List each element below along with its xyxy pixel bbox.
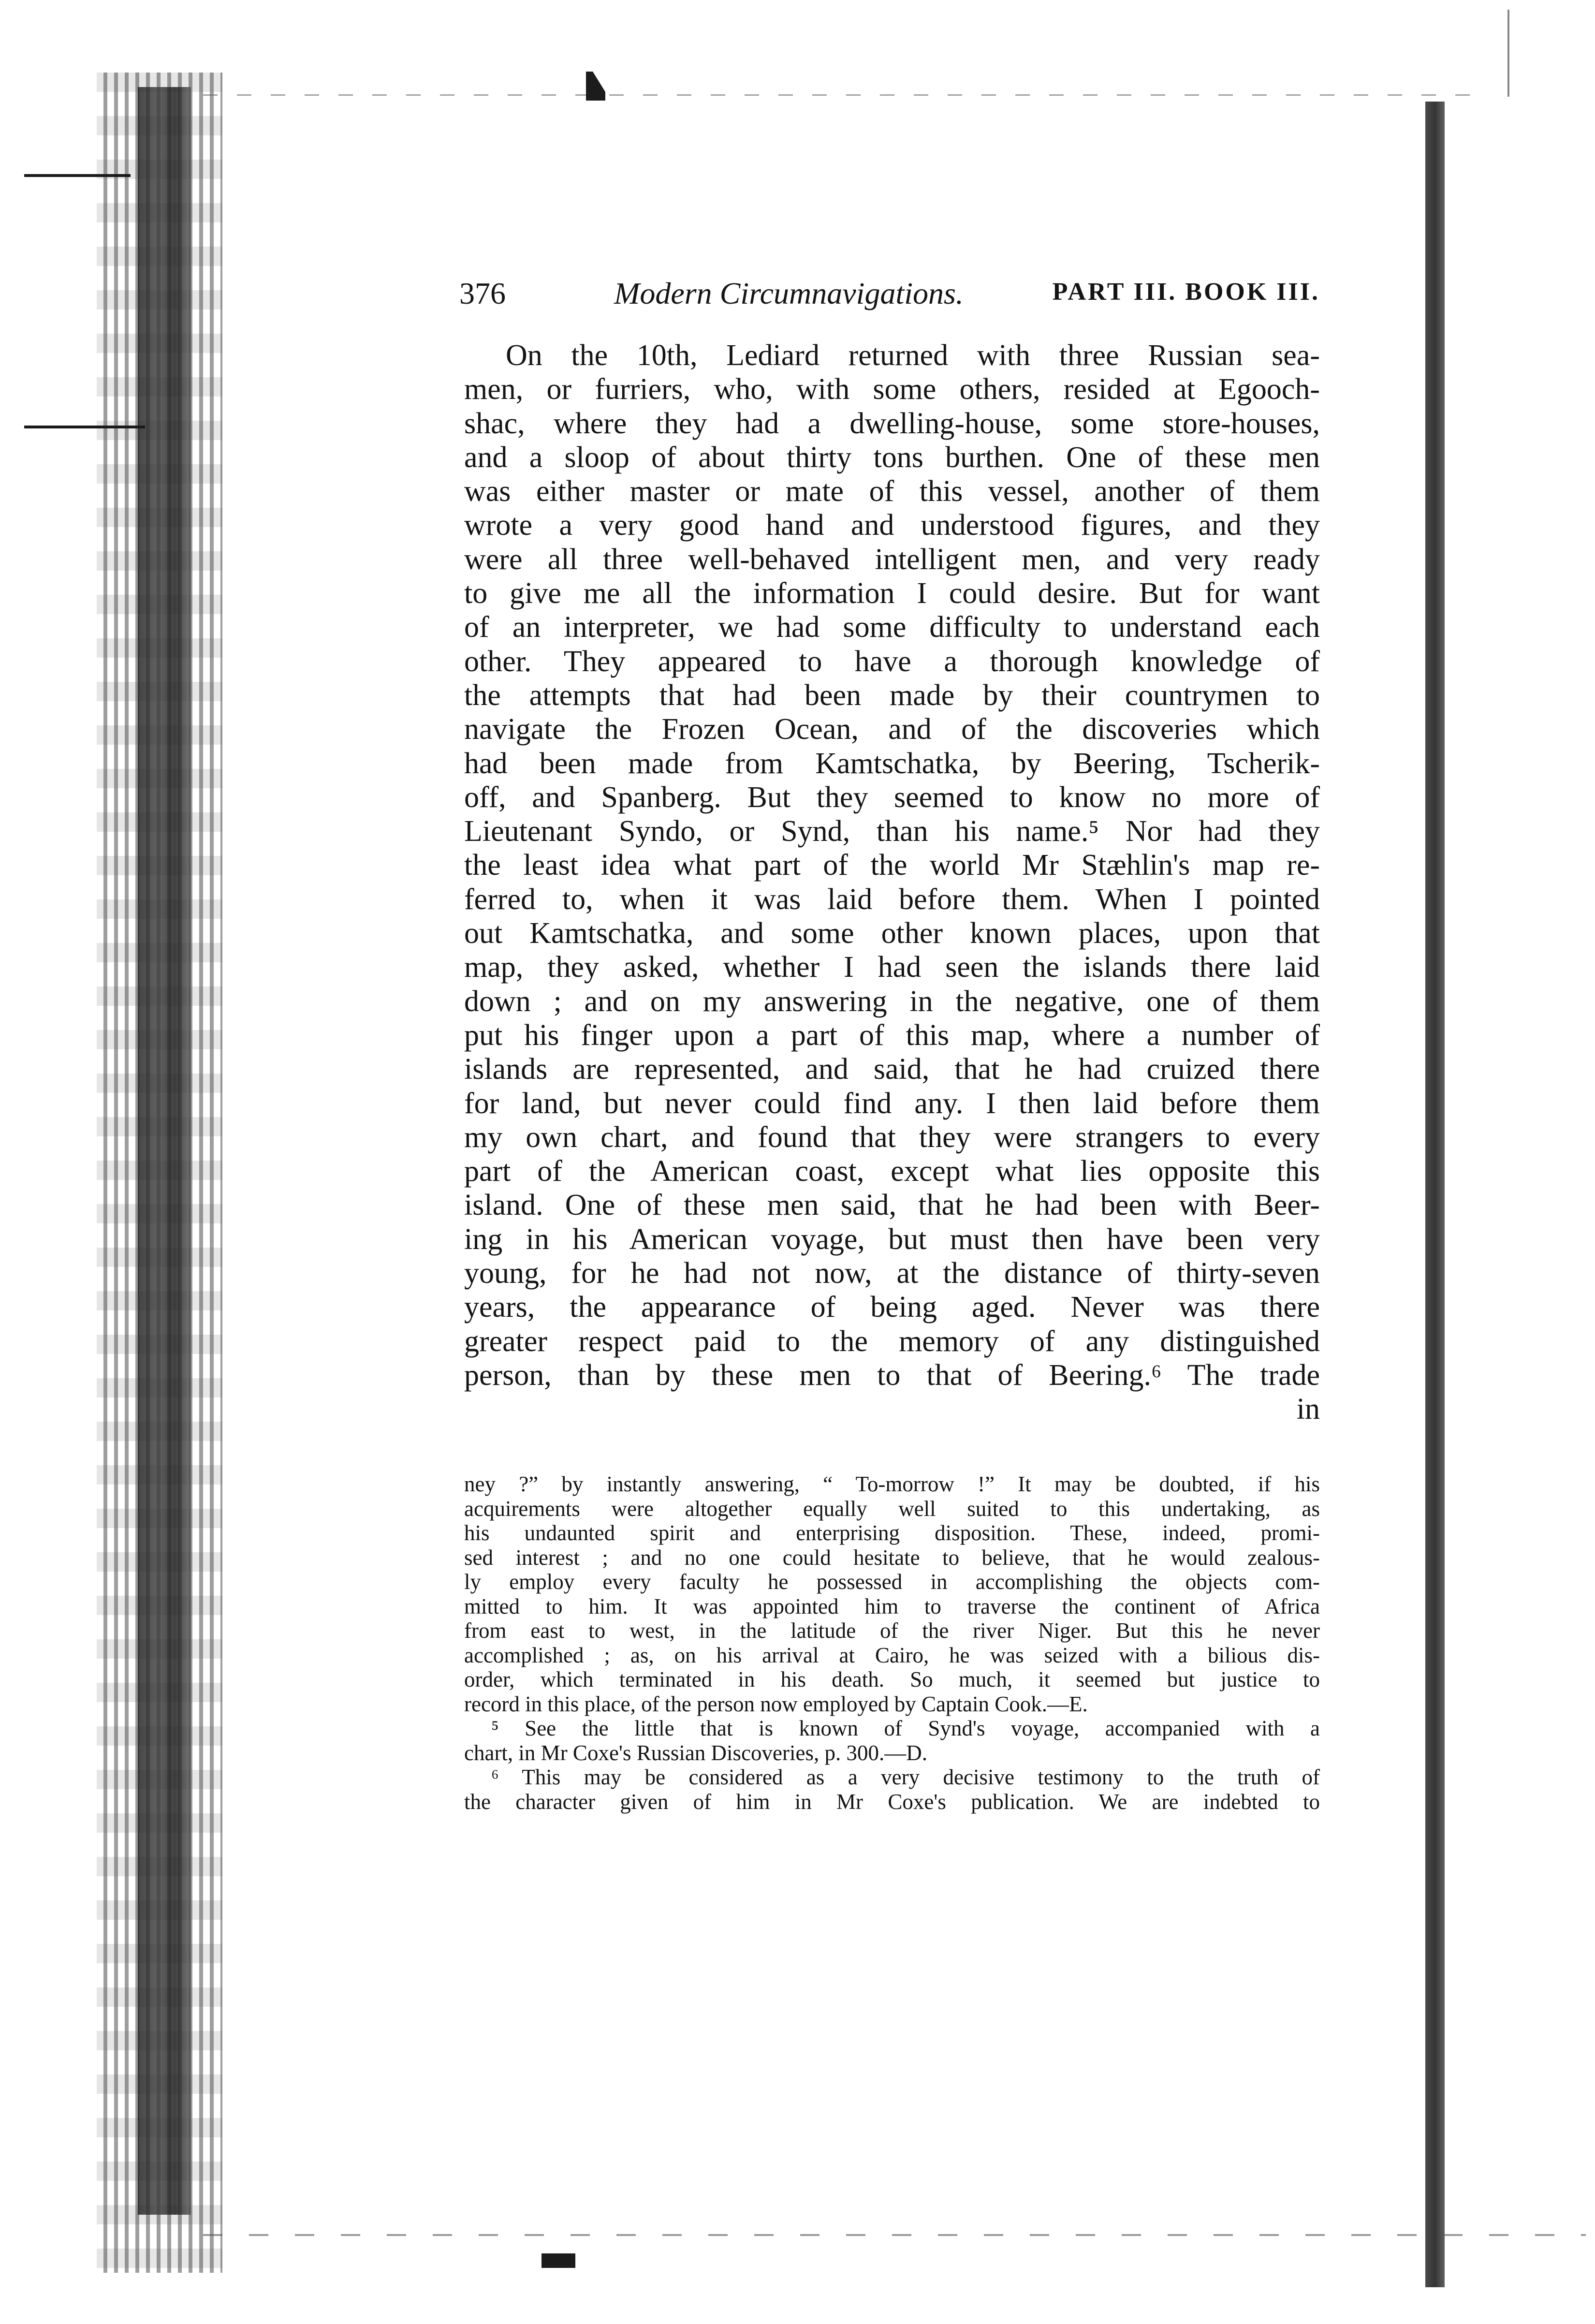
footnotes [464,1472,1320,1814]
footnote-line: ly employ every faculty he possessed in accomplishing the objects com- [464,1570,1320,1594]
text-line: out Kamtschatka, and some other known places, upon that [464,917,1320,950]
text-line: map, they asked, whether I had seen the islands there laid [464,951,1320,984]
text-line: wrote a very good hand and understood figures, and they [464,509,1320,542]
text-line: put his finger upon a part of this map, where a number of [464,1018,1320,1052]
footnote-line: the character given of him in Mr Coxe's publication. We are indebted to [464,1789,1320,1814]
text-line: and a sloop of about thirty tons burthen. One of these men [464,441,1320,474]
text-line: the least idea what part of the world Mr Stæhlin's map re- [464,849,1320,882]
text-line: my own chart, and found that they were strangers to every [464,1120,1320,1154]
text-line: person, than by these men to that of Beering.⁶ The trade [464,1358,1320,1392]
running-title: Modern Circumnavigations. [614,276,964,310]
text-line: part of the American coast, except what lies opposite this [464,1155,1320,1188]
scan-mark [24,174,131,177]
footnote-line: record in this place, of the person now employed by Captain Cook.—E. [464,1692,1088,1716]
footnote-line: sed interest ; and no one could hesitate to believe, that he would zealous- [464,1545,1320,1570]
text-line: off, and Spanberg. But they seemed to know no more of [464,780,1320,814]
text-line: greater respect paid to the memory of any distinguished [464,1324,1320,1358]
text-line: young, for he had not now, at the distance of thirty-seven [464,1257,1320,1290]
section-label: PART III. BOOK III. [1052,278,1320,306]
scan-bottom-mark [541,2253,575,2268]
footnote-line: mitted to him. It was appointed him to traverse the continent of Africa [464,1594,1320,1618]
scan-right-mark [1507,10,1509,97]
footnote-line: ney ?” by instantly answering, “ To-morrow !” It may be doubted, if his [464,1472,1320,1496]
page-number: 376 [459,276,506,310]
footnote-5: ⁵ See the little that is known of Synd's voyage, accompanied with a [491,1716,1320,1740]
text-line: down ; and on my answering in the negative, one of them [464,985,1320,1018]
footnote-line: chart, in Mr Coxe's Russian Discoveries, p. 300.—D. [464,1740,927,1765]
text-line: navigate the Frozen Ocean, and of the discoveries which [464,713,1320,746]
text-line: had been made from Kamtschatka, by Beering, Tscherik- [464,747,1320,780]
text-line: island. One of these men said, that he had been with Beer- [464,1189,1320,1222]
footnote-line: order, which terminated in his death. So much, it seemed but justice to [464,1667,1320,1692]
text-line: ing in his American voyage, but must then have been very [464,1222,1320,1256]
text-line: for land, but never could find any. I then laid before them [464,1087,1320,1120]
text-line: was either master or mate of this vessel, another of them [464,475,1320,508]
text-line: shac, where they had a dwelling-house, some store-houses, [464,407,1320,440]
footnote-line: from east to west, in the latitude of the river Niger. But this he never [464,1618,1320,1643]
catchword: in [1296,1393,1320,1426]
text-line: Lieutenant Syndo, or Synd, than his name.⁵ Nor had they [464,815,1320,848]
body-text [464,338,1320,1427]
text-line: were all three well-behaved intelligent men, and very ready [464,543,1320,576]
scan-binding-edge [138,87,191,2215]
text-line: to give me all the information I could desire. But for want [464,577,1320,610]
footnote-line: accomplished ; as, on his arrival at Cairo, he was seized with a bilious dis- [464,1643,1320,1667]
text-line: years, the appearance of being aged. Never was there [464,1291,1320,1324]
running-header [459,276,1320,319]
footnote-line: acquirements were altogether equally well suited to this undertaking, as [464,1496,1320,1521]
scan-top-mark [586,72,605,101]
text-line: ferred to, when it was laid before them. When I pointed [464,883,1320,916]
text-line: other. They appeared to have a thorough knowledge of [464,645,1320,678]
scan-right-edge [1425,102,1445,2287]
text-line: of an interpreter, we had some difficulty to understand each [464,611,1320,644]
text-line: On the 10th, Lediard returned with three Russian sea- [506,339,1320,372]
footnote-6: ⁶ This may be considered as a very decisive testimony to the truth of [491,1765,1320,1789]
scan-bottom-edge [203,2234,1586,2236]
footnote-line: his undaunted spirit and enterprising disposition. These, indeed, promi- [464,1521,1320,1545]
text-line: the attempts that had been made by their countrymen to [464,678,1320,712]
scan-mark [24,426,145,428]
text-line: men, or furriers, who, with some others, resided at Egooch- [464,373,1320,406]
text-line: islands are represented, and said, that he had cruized there [464,1053,1320,1086]
scan-top-edge [203,94,1470,96]
